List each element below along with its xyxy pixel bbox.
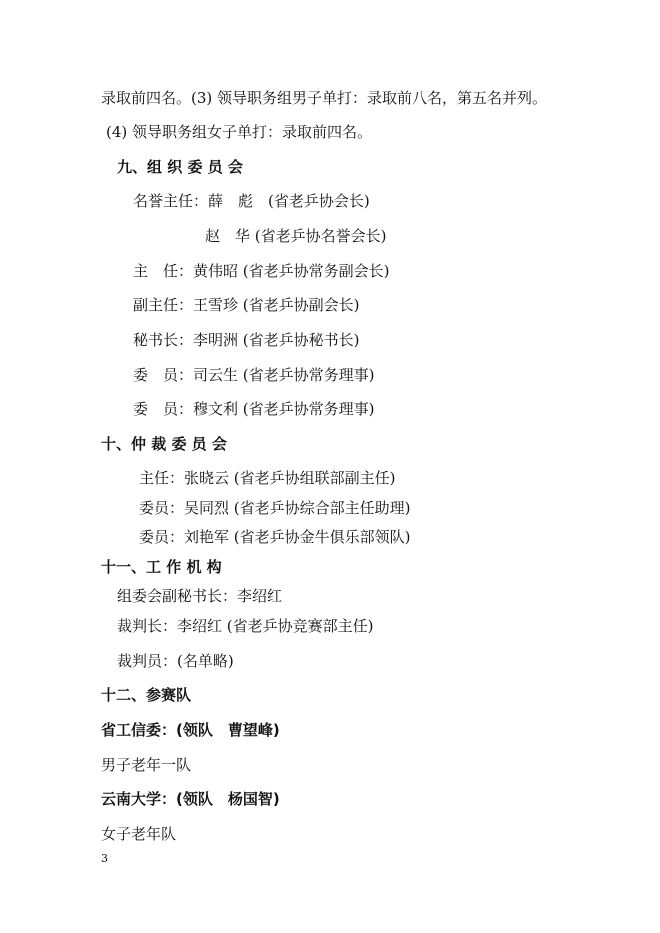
working-body-line: 裁判长：李绍红 (省老乒协竞赛部主任)	[117, 617, 374, 635]
page-number: 3	[101, 852, 108, 865]
committee-member-line: 秘书长：李明洲 (省老乒协秘书长)	[133, 331, 360, 349]
committee-member-line: 委 员：穆文利 (省老乒协常务理事)	[133, 400, 375, 418]
team-name-line: 省工信委：(领队 曹望峰)	[101, 721, 280, 739]
team-name-line: 云南大学：(领队 杨国智)	[101, 790, 280, 808]
committee-member-line: 赵 华 (省老乒协名誉会长)	[205, 227, 387, 245]
arbitration-member-line: 主任：张晓云 (省老乒协组联部副主任)	[139, 469, 396, 487]
committee-member-line: 名誉主任：薛 彪 (省老乒协会长)	[133, 192, 370, 210]
section-heading-organizing-committee: 九、组 织 委 员 会	[117, 158, 243, 176]
working-body-line: 裁判员：(名单略)	[117, 652, 234, 670]
team-roster-line: 女子老年队	[101, 825, 177, 843]
committee-member-line: 主 任：黄伟昭 (省老乒协常务副会长)	[133, 262, 390, 280]
text-line-ranking-3: 录取前四名。(3) 领导职务组男子单打：录取前八名，第五名并列。	[101, 89, 548, 107]
section-heading-working-body: 十一、工 作 机 构	[101, 558, 222, 576]
working-body-line: 组委会副秘书长：李绍红	[117, 587, 283, 605]
text-line-ranking-4: (4) 领导职务组女子单打：录取前四名。	[106, 123, 373, 141]
team-roster-line: 男子老年一队	[101, 756, 192, 774]
arbitration-member-line: 委员：刘艳军 (省老乒协金牛俱乐部领队)	[139, 528, 411, 546]
committee-member-line: 副主任：王雪珍 (省老乒协副会长)	[133, 296, 360, 314]
section-heading-arbitration-committee: 十、仲 裁 委 员 会	[101, 435, 227, 453]
arbitration-member-line: 委员：吴同烈 (省老乒协综合部主任助理)	[139, 499, 411, 517]
committee-member-line: 委 员：司云生 (省老乒协常务理事)	[133, 366, 375, 384]
section-heading-teams: 十二、参赛队	[101, 686, 192, 704]
